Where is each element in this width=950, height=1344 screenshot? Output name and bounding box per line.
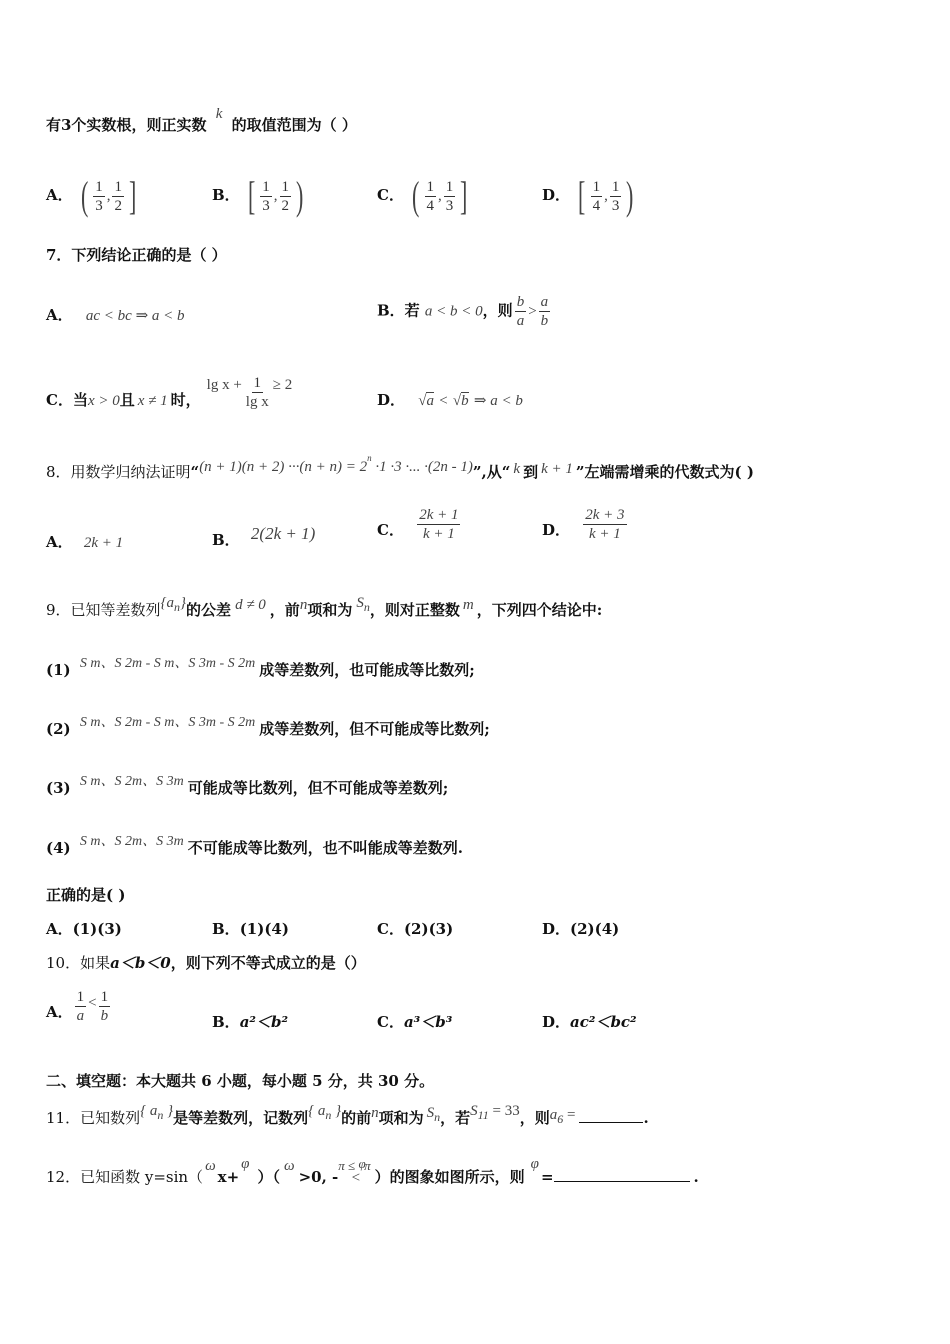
q9-n: n bbox=[299, 597, 308, 613]
bracket-left: ( bbox=[80, 173, 89, 218]
q10-stem-b: ，则下列不等式成立的是（） bbox=[170, 954, 366, 972]
q9-an: {a bbox=[160, 595, 175, 611]
q12-pi1: π bbox=[338, 1158, 345, 1173]
q9-stem-c: ，前 bbox=[269, 601, 300, 619]
q9-stem-a: 9．已知等差数列 bbox=[46, 601, 161, 619]
item-text: 可能成等比数列，但不可能成等差数列; bbox=[187, 779, 449, 797]
item-expr: S m、S 2m、S 3m bbox=[79, 834, 184, 849]
item-text: 成等差数列，也可能成等比数列; bbox=[259, 661, 475, 679]
frac-den: 2 bbox=[281, 197, 289, 214]
q8-formula-b: ·1 ·3 ·... ·(2n - 1) bbox=[371, 459, 473, 475]
q11-an-close: } bbox=[163, 1103, 174, 1119]
q11-stem-d: 项和为 bbox=[378, 1109, 424, 1127]
q10-option-d[interactable] bbox=[542, 1012, 637, 1032]
option-label: C． bbox=[377, 1013, 404, 1031]
q10-a-lt: < bbox=[88, 995, 97, 1011]
quote-left: “ bbox=[190, 463, 200, 481]
q7-d-lt: < bbox=[439, 393, 448, 409]
frac-num: 1 bbox=[76, 989, 85, 1005]
q6-option-d[interactable]: D． [ $\frac{1}{4}$ , $\frac{1}{3}$ ) bbox=[542, 173, 634, 218]
q7-c-ge: ≥ 2 bbox=[272, 377, 293, 393]
q12-phi: φ bbox=[241, 1156, 250, 1172]
option-label: B． bbox=[212, 920, 240, 938]
option-text: a³＜b³ bbox=[403, 1013, 453, 1031]
q7-stem: 7．下列结论正确的是（ ） bbox=[46, 246, 227, 264]
frac-num: b bbox=[516, 294, 525, 310]
q11-stem-b: 是等差数列，记数列 bbox=[173, 1109, 309, 1127]
q12-stem-a: 12．已知函数 y=sin（ bbox=[46, 1168, 204, 1186]
option-label: B． bbox=[212, 531, 240, 549]
q6-stem bbox=[46, 106, 357, 136]
q9-correct: 正确的是( ) bbox=[46, 886, 126, 904]
frac-den: b bbox=[100, 1008, 109, 1024]
frac-num: 2k + 3 bbox=[585, 507, 625, 523]
item-label: (4) bbox=[46, 839, 71, 857]
q11-s11-val: = 33 bbox=[488, 1103, 520, 1119]
q7-d-a: a bbox=[426, 393, 434, 409]
q8-option-d[interactable] bbox=[542, 506, 629, 543]
q6-stem-text: 有3个实数根，则正实数 bbox=[46, 116, 207, 134]
bracket-left: [ bbox=[247, 173, 256, 218]
q12-gt0: >0, - bbox=[298, 1168, 339, 1186]
q7-b-then: ，则 bbox=[482, 301, 513, 320]
option-text: (1)(3) bbox=[72, 920, 122, 938]
option-label: A． bbox=[46, 186, 73, 204]
q9-stem-e: ，则对正整数 bbox=[369, 601, 460, 619]
q9-d: d ≠ 0 bbox=[235, 597, 266, 613]
frac-num: 2k + 1 bbox=[419, 507, 459, 523]
q7-b-gt: > bbox=[528, 303, 537, 320]
q11-a6: a bbox=[549, 1107, 558, 1123]
q9-stem-d: 项和为 bbox=[307, 601, 353, 619]
q7-c-when: 时， bbox=[170, 391, 201, 409]
bracket-left: ( bbox=[412, 173, 420, 218]
frac-den: 4 bbox=[426, 197, 435, 214]
q12-pi2: π bbox=[364, 1158, 371, 1173]
q9-option-b[interactable] bbox=[212, 919, 289, 939]
q10-option-a[interactable] bbox=[46, 988, 112, 1025]
q9-sn: S bbox=[356, 595, 364, 611]
q12-close: ）（ bbox=[257, 1168, 280, 1186]
q7-option-d[interactable]: D． √a < √b ⇒ a < b bbox=[377, 391, 523, 409]
q10-stem-a: 10．如果 bbox=[46, 954, 111, 972]
frac-den: a bbox=[516, 313, 525, 329]
q11-an-sub: n bbox=[157, 1108, 164, 1122]
q12-stem bbox=[46, 1156, 699, 1188]
q7-c-and: 且 bbox=[119, 391, 135, 409]
frac-num: 1 bbox=[426, 178, 435, 195]
frac-num: 1 bbox=[445, 178, 454, 195]
q7-option-c[interactable] bbox=[46, 374, 292, 411]
q12-lt: < bbox=[351, 1170, 361, 1186]
item-expr: S m、S 2m、S 3m bbox=[79, 774, 184, 789]
option-label: A． bbox=[46, 1003, 73, 1021]
q9-stem bbox=[46, 595, 603, 625]
q7-c-neq: x ≠ 1 bbox=[137, 393, 168, 409]
frac-den: k + 1 bbox=[422, 526, 455, 542]
frac-num: 1 bbox=[611, 178, 620, 195]
q10-option-b[interactable] bbox=[212, 1012, 288, 1032]
item-label: (1) bbox=[46, 661, 71, 679]
option-label: B．若 bbox=[377, 301, 420, 320]
q12-le: ≤ bbox=[344, 1158, 359, 1173]
q10-cond: a＜b＜0 bbox=[110, 954, 171, 972]
q11-answer-blank[interactable] bbox=[579, 1122, 643, 1123]
q11-an: { a bbox=[140, 1103, 158, 1119]
option-label: C． bbox=[377, 920, 404, 938]
option-label: B． bbox=[212, 186, 240, 204]
frac-num: 1 bbox=[262, 178, 270, 195]
option-label: A． bbox=[46, 533, 73, 551]
q6-option-b[interactable]: B． [ $\frac{1}{3}$ , $\frac{1}{2}$ ) bbox=[212, 173, 304, 218]
q9-an-close: } bbox=[180, 595, 187, 611]
section-2-title: 二、填空题：本大题共 6 小题，每小题 5 分，共 30 分。 bbox=[46, 1072, 435, 1090]
option-label: C． bbox=[377, 186, 404, 204]
option-label: D． bbox=[542, 186, 571, 204]
bracket-right: ) bbox=[626, 173, 634, 218]
q8-k1: k + 1 bbox=[541, 461, 573, 477]
option-label: C． bbox=[377, 521, 404, 539]
q11-n: n bbox=[371, 1105, 379, 1121]
q12-answer-blank[interactable] bbox=[554, 1181, 690, 1182]
frac-num: 1 bbox=[253, 375, 261, 391]
q12-omega2: ω bbox=[284, 1158, 295, 1174]
q7-c-lg: lg x + bbox=[206, 377, 242, 393]
q9-item-4 bbox=[46, 834, 463, 860]
option-label: C．当 bbox=[46, 391, 88, 409]
option-label: D． bbox=[542, 920, 571, 938]
option-text: a²＜b² bbox=[239, 1013, 289, 1031]
bracket-right: ] bbox=[128, 173, 137, 218]
q11-tail: . bbox=[643, 1109, 649, 1127]
q8-option-b[interactable] bbox=[212, 524, 316, 550]
item-label: (2) bbox=[46, 720, 71, 738]
option-label: B． bbox=[212, 1013, 240, 1031]
option-label: D． bbox=[542, 521, 571, 539]
bracket-left: [ bbox=[578, 173, 586, 218]
frac-num: 1 bbox=[281, 178, 289, 195]
q8-k: k bbox=[513, 461, 521, 477]
item-label: (3) bbox=[46, 779, 71, 797]
bracket-right: ] bbox=[460, 173, 468, 218]
q12-eq: = bbox=[540, 1168, 554, 1186]
frac-den: 3 bbox=[262, 197, 270, 214]
q8-option-a[interactable] bbox=[46, 532, 123, 553]
q11-stem-f: ，则 bbox=[519, 1109, 550, 1127]
quote-right: ” bbox=[472, 463, 482, 481]
q7-b-cond: a < b < 0 bbox=[424, 303, 483, 320]
bracket-right: ) bbox=[295, 173, 304, 218]
frac-den: k + 1 bbox=[589, 526, 621, 542]
q7-d-b: b bbox=[461, 393, 469, 409]
frac-num: 1 bbox=[100, 989, 109, 1005]
q6-option-c[interactable]: C． ( $\frac{1}{4}$ , $\frac{1}{3}$ ] bbox=[377, 173, 468, 218]
item-text: 不可能成等比数列，也不叫能成等差数列. bbox=[187, 839, 463, 857]
q8-b-expr: 2(2k + 1) bbox=[250, 524, 316, 543]
option-text: (1)(4) bbox=[239, 920, 289, 938]
q9-item-3 bbox=[46, 774, 449, 800]
q11-sn: S bbox=[426, 1105, 435, 1121]
q11-stem-c: 的前 bbox=[341, 1109, 372, 1127]
q9-item-1 bbox=[46, 656, 475, 682]
q12-phi2: φ bbox=[358, 1156, 366, 1171]
frac-num: 1 bbox=[114, 178, 122, 195]
q9-option-c[interactable] bbox=[377, 919, 453, 939]
frac-num: a bbox=[540, 294, 549, 310]
q7-d-tail: ⇒ a < b bbox=[473, 393, 523, 409]
frac-den: 2 bbox=[114, 197, 122, 214]
q8-a-expr: 2k + 1 bbox=[83, 535, 124, 551]
q11-an-sub-2: n bbox=[325, 1108, 332, 1122]
frac-num: 1 bbox=[592, 178, 601, 195]
q8-stem-b: ,从“ bbox=[481, 463, 511, 481]
q9-stem-f: ，下列四个结论中: bbox=[476, 601, 603, 619]
option-label: A． bbox=[46, 306, 73, 324]
q7-c-x: x > 0 bbox=[87, 393, 120, 409]
q8-stem-a: 8．用数学归纳法证明 bbox=[46, 463, 191, 481]
q10-option-c[interactable] bbox=[377, 1012, 452, 1032]
q12-tail: . bbox=[693, 1168, 699, 1186]
option-label: D． bbox=[377, 391, 406, 409]
q9-sn-sub: n bbox=[363, 600, 370, 614]
q11-stem bbox=[46, 1103, 649, 1133]
item-expr: S m、S 2m - S m、S 3m - S 2m bbox=[79, 715, 256, 730]
q8-exp: n bbox=[367, 453, 372, 463]
q9-option-d[interactable] bbox=[542, 919, 619, 939]
q6-var-k: k bbox=[215, 106, 223, 122]
frac-den: lg x bbox=[245, 394, 269, 410]
q11-eq: = bbox=[563, 1107, 576, 1123]
q10-stem bbox=[46, 953, 366, 973]
option-text: (2)(3) bbox=[403, 920, 454, 938]
option-label: A． bbox=[46, 920, 73, 938]
q8-option-c[interactable] bbox=[377, 506, 462, 543]
option-label: D． bbox=[542, 1013, 571, 1031]
q8-to: 到 bbox=[523, 463, 539, 481]
q9-item-2 bbox=[46, 715, 490, 741]
option-text: ac²＜bc² bbox=[570, 1013, 637, 1031]
q6-stem-tail: 的取值范围为（ ） bbox=[231, 116, 357, 134]
item-expr: S m、S 2m - S m、S 3m - S 2m bbox=[79, 656, 256, 671]
q11-s11: S bbox=[470, 1103, 478, 1119]
q11-a6-sub: 6 bbox=[557, 1112, 564, 1126]
q12-phi3: φ bbox=[530, 1156, 539, 1172]
q8-stem-c: ”左端需增乘的代数式为( ) bbox=[575, 463, 754, 481]
frac-den: 3 bbox=[445, 197, 454, 214]
frac-num: 1 bbox=[95, 178, 103, 195]
frac-den: 3 bbox=[95, 197, 103, 214]
q11-stem-e: ，若 bbox=[440, 1109, 471, 1127]
q9-m: m bbox=[462, 597, 474, 613]
q7-option-a[interactable] bbox=[46, 305, 185, 326]
q11-an-2: { a bbox=[308, 1103, 326, 1119]
q12-stem-b: ）的图象如图所示，则 bbox=[374, 1168, 525, 1186]
q7-option-b[interactable] bbox=[377, 293, 552, 330]
q12-xplus: x+ bbox=[217, 1168, 240, 1186]
q12-omega: ω bbox=[205, 1158, 216, 1174]
q9-an-sub: n bbox=[174, 600, 181, 614]
q6-option-a[interactable]: A． ( $\frac{1}{3}$ , $\frac{1}{2}$ ] bbox=[46, 173, 137, 218]
frac-den: a bbox=[76, 1008, 85, 1024]
q8-formula: (n + 1)(n + 2) ···(n + n) = 2 bbox=[199, 459, 368, 475]
frac-den: 3 bbox=[611, 197, 620, 214]
q11-s11-sub: 11 bbox=[477, 1108, 489, 1122]
q11-sn-sub: n bbox=[434, 1110, 441, 1124]
q7-a-expr: ac < bc ⇒ a < b bbox=[85, 308, 185, 324]
frac-den: 4 bbox=[592, 197, 601, 214]
q11-an-close-2: } bbox=[331, 1103, 342, 1119]
q9-option-a[interactable] bbox=[46, 919, 122, 939]
frac-den: b bbox=[540, 313, 549, 329]
q9-stem-b: 的公差 bbox=[186, 601, 232, 619]
q11-stem-a: 11．已知数列 bbox=[46, 1109, 141, 1127]
item-text: 成等差数列，但不可能成等比数列; bbox=[259, 720, 490, 738]
option-text: (2)(4) bbox=[570, 920, 620, 938]
q8-stem bbox=[46, 453, 754, 483]
